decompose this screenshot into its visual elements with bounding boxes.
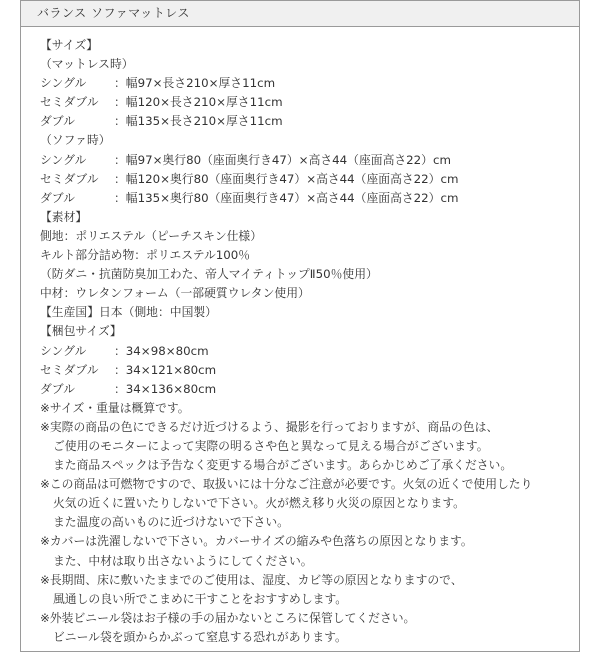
- spec-line: [40, 93, 579, 112]
- spec-label: セミダブル: [40, 362, 99, 377]
- spec-line: [40, 74, 579, 93]
- spec-line: [40, 380, 579, 399]
- spec-line: また、中材は取り出さないようにしてください。: [53, 553, 313, 568]
- product-title: バランス ソファマットレス: [37, 6, 190, 20]
- spec-line: 【サイズ】: [40, 38, 99, 52]
- spec-label: シングル: [40, 76, 87, 91]
- spec-line: [40, 170, 579, 189]
- spec-line: [40, 342, 579, 361]
- spec-value: ：幅135×長さ210×厚さ11cm: [114, 114, 283, 129]
- spec-value: ：34×121×80cm: [114, 362, 217, 377]
- spec-value: ：幅97×長さ210×厚さ11cm: [114, 76, 276, 91]
- spec-line: 火気の近くに置いたりしないで下さい。火が燃え移り火災の原因となります。: [53, 496, 465, 511]
- spec-line: [40, 361, 579, 380]
- spec-value: ：34×98×80cm: [114, 343, 209, 358]
- spec-body: [21, 27, 579, 647]
- spec-value: ：幅97×奥行80（座面奥行き47）×高さ44（座面高さ22）cm: [114, 152, 451, 167]
- spec-value: ：幅135×奥行80（座面奥行き47）×高さ44（座面高さ22）cm: [114, 190, 459, 205]
- spec-label: セミダブル: [40, 171, 99, 186]
- spec-line: [40, 151, 579, 170]
- spec-value: ：幅120×長さ210×厚さ11cm: [114, 95, 283, 110]
- spec-label: セミダブル: [40, 95, 99, 110]
- spec-line: 側地：ポリエステル（ピーチスキン仕様）: [40, 228, 263, 243]
- spec-label: ダブル: [40, 114, 75, 129]
- spec-line: 風通しの良い所でこまめに干すことをおすすめします。: [53, 591, 348, 606]
- spec-line: ※この商品は可燃物ですので、取扱いには十分なご注意が必要です。火気の近くで使用したり: [40, 477, 533, 492]
- spec-line: ※カバーは洗濯しないで下さい。カバーサイズの縮みや色落ちの原因となります。: [40, 534, 473, 549]
- spec-label: ダブル: [40, 381, 75, 396]
- spec-line: ※実際の商品の色にできるだけ近づけるよう、撮影を行っておりますが、商品の色は、: [40, 419, 499, 434]
- spec-value: ：幅120×奥行80（座面奥行き47）×高さ44（座面高さ22）cm: [114, 171, 459, 186]
- spec-line: （マットレス時）: [40, 57, 134, 72]
- spec-line: 中材：ウレタンフォーム（一部硬質ウレタン使用）: [40, 286, 310, 301]
- spec-line: キルト部分詰め物：ポリエステル100％: [40, 248, 251, 263]
- spec-line: また温度の高いものに近づけないで下さい。: [53, 515, 289, 530]
- spec-line: 【素材】: [40, 209, 88, 224]
- spec-line: ※サイズ・重量は概算です。: [40, 400, 190, 415]
- spec-line: （ソファ時）: [40, 133, 111, 148]
- spec-line: ビニール袋を頭からかぶって窒息する恐れがあります。: [53, 629, 347, 644]
- spec-line: ※外装ビニール袋はお子様の手の届かないところに保管してください。: [40, 610, 416, 625]
- spec-line: [40, 189, 579, 208]
- spec-label: ダブル: [40, 190, 75, 205]
- spec-line: [40, 112, 579, 131]
- spec-value: ：34×136×80cm: [114, 381, 217, 396]
- spec-line: 【生産国】日本（側地：中国製）: [40, 305, 217, 320]
- table-header: [21, 1, 579, 27]
- spec-label: シングル: [40, 152, 87, 167]
- spec-line: ご使用のモニターによって実際の明るさや色と異なって見える場合がございます。: [53, 438, 489, 453]
- spec-line: ※長期間、床に敷いたままでのご使用は、湿度、カビ等の原因となりますので、: [40, 572, 463, 587]
- spec-table: [20, 0, 580, 652]
- spec-line: また商品スペックは予告なく変更する場合がございます。あらかじめご了承ください。: [53, 458, 513, 473]
- spec-line: （防ダニ・抗菌防臭加工わた、帝人マイティトップⅡ50％使用）: [40, 267, 378, 282]
- spec-line: 【梱包サイズ】: [40, 324, 122, 339]
- spec-label: シングル: [40, 343, 87, 358]
